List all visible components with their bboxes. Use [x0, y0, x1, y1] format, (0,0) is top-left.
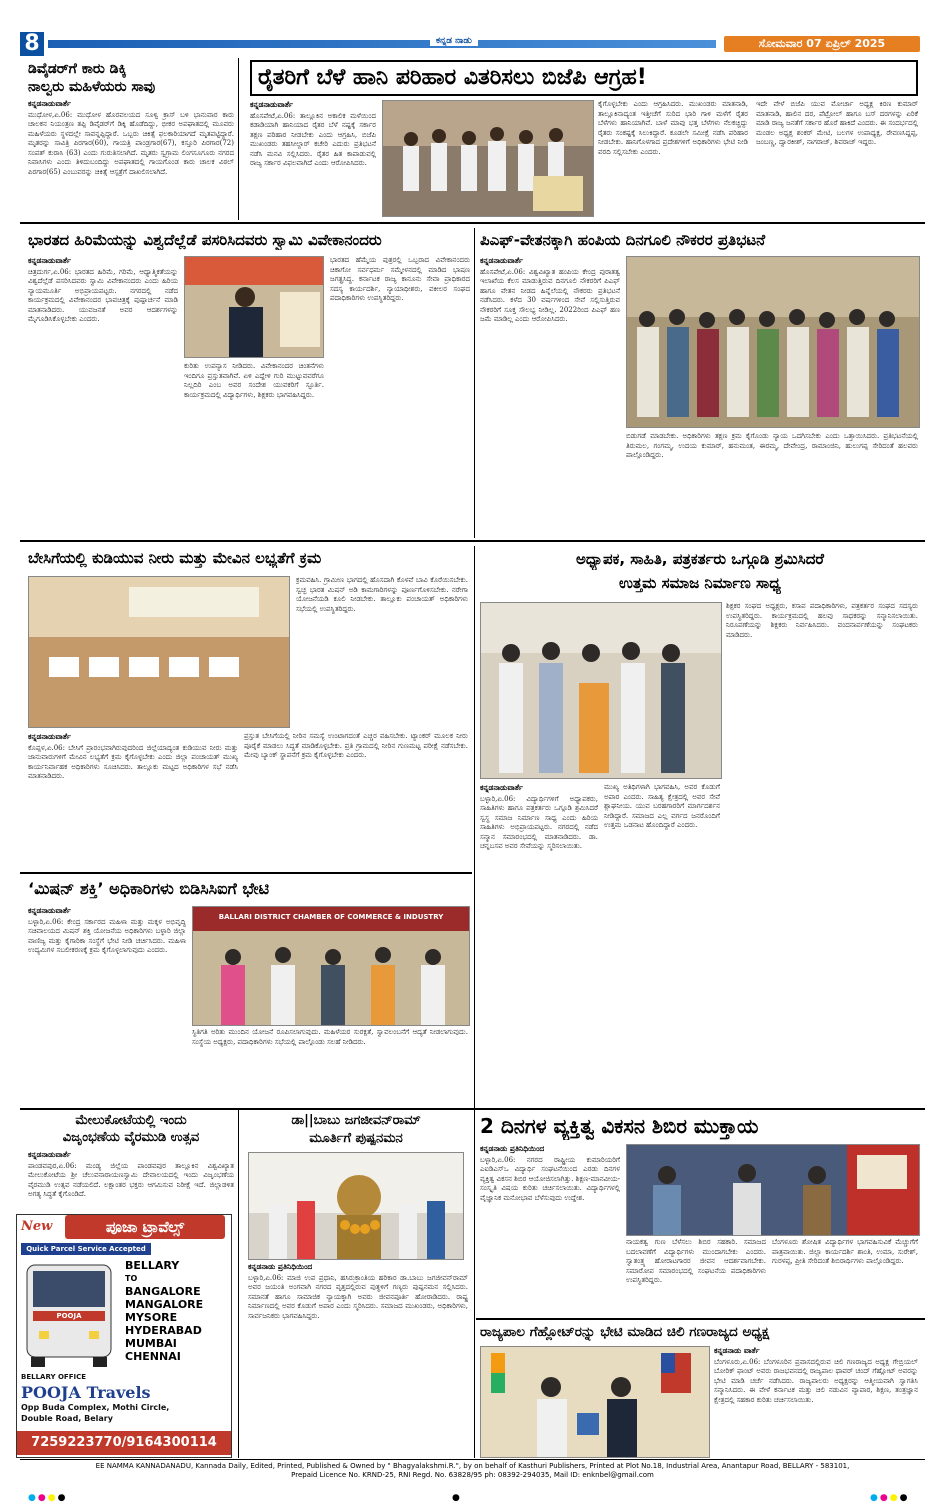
- dateline: ಕನ್ನಡನಾಡುವಾರ್ತೆ: [28, 256, 71, 265]
- column-rule: [238, 58, 239, 220]
- headline-melukote-1: ಮೇಲುಕೋಟೆಯಲ್ಲಿ ಇಂದು: [75, 1113, 187, 1128]
- headline-vivekananda: ಭಾರತದ ಹಿರಿಮೆಯನ್ನು ವಿಶ್ವದೆಲ್ಲೆಡೆ ಪಸರಿಸಿದವರು ಸ್ವಾಮಿ ವಿವೇಕಾನಂದರು: [28, 231, 382, 249]
- headline-pf-protest: ಪಿಎಫ್-ವೇತನಕ್ಕಾಗಿ ಹಂಪಿಯ ದಿನಗೂಲಿ ನೌಕರರ ಪ್ರತಿಭಟನೆ: [480, 231, 766, 249]
- section-rule: [20, 540, 925, 542]
- article-vivekananda-col1: [28, 256, 178, 536]
- footer-rule: [20, 1459, 925, 1460]
- column-rule: [238, 1110, 239, 1458]
- route-destination: CHENNAI: [125, 1350, 181, 1363]
- headline-drinking-water: ಬೇಸಿಗೆಯಲ್ಲಿ ಕುಡಿಯುವ ನೀರು ಮತ್ತು ಮೇವಿನ ಲಭ್ಯತೆಗೆ ಕ್ರಮ: [28, 549, 322, 567]
- headline-melukote-2: ವಿಜೃಂಭಣೆಯ ವೈರಮುಡಿ ಉತ್ಸವ: [62, 1130, 200, 1145]
- article-personality-col1: [480, 1144, 620, 1314]
- section-rule: [20, 222, 925, 224]
- route-destination: BANGALORE: [125, 1285, 201, 1298]
- article-body: ಬೆಂಗಳೂರು,ಏ.06: ಬೆಂಗಳೂರಿನ ಪ್ರವಾಸದಲ್ಲಿರುವ ಚಿಲಿ ಗಣರಾಜ್ಯದ ಅಧ್ಯಕ್ಷ ಗೇಬ್ರಿಯಲ್ ಬೋರಿಕ್ ಫಾಂಟ್ ಅವರು ರಾಜಭವನದಲ್ಲಿ ರಾಜ್ಯಪಾಲ ಥಾವರ್ ಚಂದ್ ಗೆಹ್ಲೋಟ್ ಅವರನ್ನು ಭೇಟಿ ಮಾಡಿ ಚರ್ಚೆ ನಡೆಸಿದರು. ರಾಜ್ಯಪಾಲರು ಅಧ್ಯಕ್ಷರನ್ನು ಆತ್ಮೀಯವಾಗಿ ಸ್ವಾಗತಿಸಿ ಸನ್ಮಾನಿಸಿದರು. ಈ ವೇಳೆ ಕರ್ನಾಟಕ ಮತ್ತು ಚಿಲಿ ನಡುವಿನ ವ್ಯಾಪಾರ, ಶಿಕ್ಷಣ, ತಂತ್ರಜ್ಞಾನ ಕ್ಷೇತ್ರದಲ್ಲಿ ಸಹಕಾರ ಕುರಿತು ಚರ್ಚಿಸಲಾಯಿತು.: [714, 1357, 918, 1404]
- headline-divider-accident-1: ಡಿವೈಡರ್‌ಗೆ ಕಾರು ಡಿಕ್ಕಿ: [28, 61, 127, 77]
- bus-illustration: [21, 1261, 117, 1369]
- dateline: ಕನ್ನಡನಾಡುವಾರ್ತೆ: [480, 783, 523, 792]
- print-registration-marks-right: ●●●●: [870, 1493, 910, 1503]
- article-melukote: [28, 1150, 234, 1210]
- article-farmers-col3: ಇದೇ ವೇಳೆ ಬಿಜೆಪಿ ಯುವ ಮೋರ್ಚಾ ಅಧ್ಯಕ್ಷ ಕಿರಣ ಕುಮಾರ್ ಮಾತನಾಡಿ, ಹಾಲಿನ ದರ, ಪೆಟ್ರೋಲ್ ಹಾಗೂ ಬಸ್ ದರಗಳನ್ನು ಏರಿಕೆ ಮಾಡಿ ರಾಜ್ಯ ಜನತೆಗೆ ಸರ್ಕಾರ ಹೊರೆ ಹಾಕಿದೆ ಎಂದರು. ಈ ಸಂದರ್ಭದಲ್ಲಿ ಮಂಡಲ ಅಧ್ಯಕ್ಷ ಶಂಕರ್ ಮೇಟಿ, ಬಲಗಳ ಉಪಾಧ್ಯಕ್ಷ, ರೇವಣಸಿದ್ದಪ್ಪ, ಜಂಬಣ್ಣ, ದ್ವಾರಕೀಶ್, ನಾಗರಾಜ್, ಶಿವರಾಜ್ ಇದ್ದರು.: [756, 100, 918, 146]
- article-vivekananda-col3: ಭಾರತದ ಹೆಮ್ಮೆಯ ಪುತ್ರರಲ್ಲಿ ಒಬ್ಬರಾದ ವಿವೇಕಾನಂದರು ಚಿಕಾಗೋ ಸರ್ವಧರ್ಮ ಸಮ್ಮೇಳನದಲ್ಲಿ ಮಾಡಿದ ಭಾಷಣ ಜಗತ್ಪ್ರಸಿದ್ಧ. ಕರ್ನಾಟಕ ರಾಜ್ಯ ಕಾನೂನು ಸೇವಾ ಪ್ರಾಧಿಕಾರದ ಸದಸ್ಯ ಕಾರ್ಯದರ್ಶಿ, ನ್ಯಾಯಾಧೀಶರು, ವಕೀಲರ ಸಂಘದ ಪದಾಧಿಕಾರಿಗಳು ಉಪಸ್ಥಿತರಿದ್ದರು.: [330, 256, 470, 302]
- statue-photo: [248, 1152, 464, 1260]
- article-personality-col3: ಬೆಂಗಳೂರು ಶೋಷಿತ ವಿದ್ಯಾರ್ಥಿಗಳ ಭಾಗವಹಿಸುವಿಕೆ ಮೆಚ್ಚುಗೆಗೆ ಪಾತ್ರವಾಯಿತು. ಜಿಲ್ಲಾ ಕಾರ್ಯದರ್ಶಿ ಶಾಂತಿ, ಉಮಾ, ಸುರೇಶ್, ಗುರಳಪ್ಪ, ಪ್ರೀತಿ ಸೇರಿದಂತೆ ಶಿಬಿರಾರ್ಥಿಗಳು ಪಾಲ್ಗೊಂಡಿದ್ದರು.: [772, 1238, 918, 1265]
- headline-teachers-2: ಉತ್ತಮ ಸಮಾಜ ನಿರ್ಮಾಣ ಸಾಧ್ಯ: [619, 574, 781, 592]
- article-body: ಬಳ್ಳಾರಿ,ಏ.06: ಮಾಜಿ ಉಪ ಪ್ರಧಾನಿ, ಹಸಿರುಕ್ರಾಂತಿಯ ಹರಿಕಾರ ಡಾ.ಬಾಬು ಜಗಜೀವನ್‌ರಾಮ್ ಅವರ ಜಯಂತಿ ಅಂಗವಾಗಿ ನಗರದ ವೃತ್ತದಲ್ಲಿರುವ ಪುತ್ಥಳಿಗೆ ಗಣ್ಯರು ಪುಷ್ಪನಮನ ಸಲ್ಲಿಸಿದರು. ಸಮಾನತೆ ಹಾಗೂ ಸಾಮಾಜಿಕ ನ್ಯಾಯಕ್ಕಾಗಿ ಅವರು ಜೀವನಪೂರ್ತಿ ಹೋರಾಡಿದರು. ರಾಷ್ಟ್ರ ನಿರ್ಮಾಣದಲ್ಲಿ ಅವರ ಕೊಡುಗೆ ಅಪಾರ ಎಂದು ಸ್ಮರಿಸಿದರು. ಸಮಾಜದ ಮುಖಂಡರು, ಅಧಿಕಾರಿಗಳು, ಸಾರ್ವಜನಿಕರು ಭಾಗವಹಿಸಿದ್ದರು.: [248, 1273, 468, 1320]
- dateline: ಕನ್ನಡನಾಡುವಾರ್ತೆ: [28, 99, 71, 108]
- headline-babu-jagjivan-1: ಡಾ||ಬಾಬು ಜಗಜೀವನ್‌ರಾಮ್: [291, 1113, 421, 1128]
- article-personality-col2: ನಾಯಕತ್ವ ಗುಣ ಬೆಳೆಸಲು ಶಿಬಿರ ಸಹಕಾರಿ. ಸಮಾಜದ ಬದಲಾವಣೆಗೆ ವಿದ್ಯಾರ್ಥಿಗಳು ಮುಂದಾಗಬೇಕು ಎಂದರು. ಸ್ವಾತಂತ್ರ್ಯ ಹೋರಾಟಗಾರರ ಜೀವನ ಆದರ್ಶವಾಗಬೇಕು. ಸಮಾರೋಪ ಸಮಾರಂಭದಲ್ಲಿ ಸಂಘಟನೆಯ ಪದಾಧಿಕಾರಿಗಳು ಉಪಸ್ಥಿತರಿದ್ದರು.: [626, 1238, 766, 1284]
- section-rule: [476, 1318, 925, 1320]
- article-farmers-col2: ಕೈಗೊಳ್ಳಬೇಕು ಎಂದು ಆಗ್ರಹಿಸಿದರು. ಮುಖಂಡರು ಮಾತನಾಡಿ, ತಾಲ್ಲೂಕಿನಾದ್ಯಂತ ಇತ್ತೀಚೆಗೆ ಸುರಿದ ಭಾರಿ ಗಾಳಿ ಮಳೆಗೆ ರೈತರ ಬೆಳೆಗಳು ಹಾನಿಯಾಗಿವೆ. ಬಾಳೆ ಮಾವು ಭತ್ತ ಬೆಳೆಗಳು ನೆಲಕಚ್ಚಿದ್ದು ರೈತರು ಸಂಕಷ್ಟಕ್ಕೆ ಸಿಲುಕಿದ್ದಾರೆ. ಕೂಡಲೇ ಸಮೀಕ್ಷೆ ನಡೆಸಿ ಪರಿಹಾರ ನೀಡಬೇಕು. ಹಾನಿಗೊಳಗಾದ ಪ್ರದೇಶಗಳಿಗೆ ಅಧಿಕಾರಿಗಳು ಭೇಟಿ ನೀಡಿ ವರದಿ ಸಲ್ಲಿಸಬೇಕು ಎಂದರು.: [598, 100, 748, 156]
- dateline: ಕನ್ನಡನಾಡು ಪ್ರತಿನಿಧಿಯಿಂದ: [480, 1144, 545, 1153]
- article-body: ಬಳ್ಳಾರಿ,ಏ.06: ವಿದ್ಯಾರ್ಥಿಗಳಿಗೆ ಅಧ್ಯಾಪಕರು, ಸಾಹಿತಿಗಳು ಹಾಗೂ ಪತ್ರಕರ್ತರು ಒಗ್ಗೂಡಿ ಶ್ರಮಿಸಿದರೆ ಸ್ವಸ್ಥ ಸಮಾಜ ನಿರ್ಮಾಣ ಸಾಧ್ಯ ಎಂದು ಹಿರಿಯ ಸಾಹಿತಿಗಳು ಅಭಿಪ್ರಾಯಪಟ್ಟರು. ನಗರದಲ್ಲಿ ನಡೆದ ಸನ್ಮಾನ ಸಮಾರಂಭದಲ್ಲಿ ಮಾತನಾಡಿದರು. ಡಾ. ಚನ್ನಬಸವ ಅವರ ಸೇವೆಯನ್ನು ಸ್ಮರಿಸಲಾಯಿತು.: [480, 794, 598, 850]
- ad-tagline: Quick Parcel Service Accepted: [21, 1243, 151, 1255]
- column-rule: [474, 546, 475, 1108]
- pooja-travels-ad: [16, 1214, 232, 1458]
- headline-personality: 2 ದಿನಗಳ ವ್ಯಕ್ತಿತ್ವ ವಿಕಸನ ಶಿಬಿರ ಮುಕ್ತಾಯ: [480, 1114, 759, 1138]
- print-registration-marks-left: ●●●●: [28, 1493, 68, 1503]
- page-number: 8: [20, 32, 44, 56]
- footer-imprint: EE NAMMA KANNADANADU, Kannada Daily, Edited, Printed, Published & Owned by " Bhagyalakshmi.R.", by on behalf of Kasthuri Publishers, Printed at Plot No.18, Industrial Area, Anantapur Road, BELLARY - 583101,: [95, 1462, 850, 1470]
- article-mission-shakti-col1: [28, 906, 186, 1104]
- article-teachers-col3: ಶಿಕ್ಷಕರ ಸಂಘದ ಅಧ್ಯಕ್ಷರು, ಕಸಾಪ ಪದಾಧಿಕಾರಿಗಳು, ಪತ್ರಕರ್ತರ ಸಂಘದ ಸದಸ್ಯರು ಉಪಸ್ಥಿತರಿದ್ದರು. ಕಾರ್ಯಕ್ರಮದಲ್ಲಿ ಹಲವು ಸಾಧಕರನ್ನು ಸನ್ಮಾನಿಸಲಾಯಿತು. ನಿರೂಪಣೆಯನ್ನು ಶಿಕ್ಷಕರು ನಿರ್ವಹಿಸಿದರು. ವಂದನಾರ್ಪಣೆಯನ್ನು ಸಂಘಟಕರು ಮಾಡಿದರು.: [726, 602, 918, 639]
- article-body: ಚಿತ್ರದುರ್ಗ,ಏ.06: ಭಾರತದ ಹಿರಿಮೆ, ಗರಿಮೆ, ಆಧ್ಯಾತ್ಮಿಕತೆಯನ್ನು ವಿಶ್ವದೆಲ್ಲೆಡೆ ಪಸರಿಸಿದವರು ಸ್ವಾಮಿ ವಿವೇಕಾನಂದರು ಎಂದು ಹಿರಿಯ ನ್ಯಾಯಮೂರ್ತಿ ಅಭಿಪ್ರಾಯಪಟ್ಟರು. ನಗರದಲ್ಲಿ ನಡೆದ ಕಾರ್ಯಕ್ರಮದಲ್ಲಿ ವಿವೇಕಾನಂದರ ಭಾವಚಿತ್ರಕ್ಕೆ ಪುಷ್ಪಾರ್ಚನೆ ಮಾಡಿ ಮಾತನಾಡಿದರು. ಯುವಜನತೆ ಅವರ ಆದರ್ಶಗಳನ್ನು ಮೈಗೂಡಿಸಿಕೊಳ್ಳಬೇಕು ಎಂದರು.: [28, 267, 178, 323]
- ad-new-badge: New: [21, 1219, 53, 1234]
- route-destination: MANGALORE: [125, 1298, 204, 1311]
- article-body: ಹೊಸಪೇಟೆ,ಏ.06: ತಾಲ್ಲೂಕಿನ ಅಕಾಲಿಕ ಮಳೆಯಿಂದ ಕಡಾಡಿಯಾಗಿ ಹಾನಿಯಾದ ರೈತರ ಬೆಳೆ ನಷ್ಟಕ್ಕೆ ಸರ್ಕಾರ ತಕ್ಷಣ ಪರಿಹಾರ ನೀಡಬೇಕು ಎಂದು ಆಗ್ರಹಿಸಿ, ಬಿಜೆಪಿ ಮುಖಂಡರು ತಹಸೀಲ್ದಾರ್ ಕಚೇರಿ ಎದುರು ಪ್ರತಿಭಟನೆ ನಡೆಸಿ ಮನವಿ ಸಲ್ಲಿಸಿದರು. ರೈತರ ಹಿತ ಕಾಪಾಡುವಲ್ಲಿ ರಾಜ್ಯ ಸರ್ಕಾರ ವಿಫಲವಾಗಿದೆ ಎಂದು ಆರೋಪಿಸಿದರು.: [250, 111, 376, 167]
- footer-licence: Prepaid Licence No. KRND-25, RNI Regd. No. 63828/95 ph: 08392-294035, Mail ID: enknbel@gmail.com: [291, 1471, 654, 1479]
- dateline: ಕನ್ನಡನಾಡುವಾರ್ತೆ: [480, 256, 523, 265]
- dateline: ಕನ್ನಡನಾಡುವಾರ್ತೆ: [28, 906, 71, 915]
- article-body: ಮುಧೋಳ,ಏ.06: ಮುಧೋಳ ಹೊರವಲಯದ ಸೂಳ್ವಿ ಕ್ರಾಸ್ ಬಳಿ ಭಾನುವಾರ ಕಾರು ಚಾಲಕನ ನಿಯಂತ್ರಣ ತಪ್ಪಿ ಡಿವೈಡರ್‌ಗೆ ಡಿಕ್ಕಿ ಹೊಡೆದಿದ್ದು, ಭೀಕರ ಅಪಘಾತದಲ್ಲಿ ಮೂವರು ಮಹಿಳೆಯರು ಸ್ಥಳದಲ್ಲೇ ಸಾವನ್ನಪ್ಪಿದ್ದಾರೆ. ಒಬ್ಬರು ಚಿಕಿತ್ಸೆ ಫಲಕಾರಿಯಾಗದೆ ಮೃತಪಟ್ಟಿದ್ದಾರೆ. ಮೃತರನ್ನು ಸಾವಿತ್ರಿ ಪಿರಗಾರ(60), ಗಾಯತ್ರಿ ಪಾಂಡ್ರಗಾರ(67), ಕಸ್ತೂರಿ ಪಿರಗಾರ(72) ಸಂಪತ್ ಕುರಾಸಿ (63) ಎಂದು ಗುರುತಿಸಲಾಗಿದೆ. ಮೃತರು ಸ್ವಗ್ರಾಮ ಲಿಂಗಸೂಗೂರು ನಗರದ ನಿವಾಸಿಗಳು ಎಂದು ತಿಳಿದುಬಂದಿದ್ದು ಅಪಘಾತದಲ್ಲಿ ಗಾಯಗೊಂಡ ಕಾರು ಚಾಲಕ ವಿಠಲ್ ಪಿರಗಾರ(65) ಎಂಬುವರನ್ನು ಚಿಕಿತ್ಸೆ ಆಸ್ಪತ್ರೆಗೆ ದಾಖಲಿಸಲಾಗಿದೆ.: [28, 110, 234, 176]
- route-to: TO: [125, 1274, 138, 1283]
- article-pf-protest-col2: ಬಿಡುಗಡೆ ಮಾಡಬೇಕು. ಅಧಿಕಾರಿಗಳು ತಕ್ಷಣ ಕ್ರಮ ಕೈಗೊಂಡು ನ್ಯಾಯ ಒದಗಿಸಬೇಕು ಎಂದು ಒತ್ತಾಯಿಸಿದರು. ಪ್ರತಿಭಟನೆಯಲ್ಲಿ ತಿರುಮಲ, ಗಂಗಮ್ಮ, ಉದಯ ಕುಮಾರ್, ಹನುಮಂತ, ಈರಮ್ಮ, ದೇವೇಂದ್ರ, ರಾಮಾಂಜಿನಿ, ಹುಲುಗಪ್ಪ ಸೇರಿದಂತೆ ಹಲವರು ಪಾಲ್ಗೊಂಡಿದ್ದರು.: [626, 432, 918, 459]
- headline-chile: ರಾಜ್ಯಪಾಲ ಗೆಹ್ಲೋಟ್‌ರನ್ನು ಭೇಟಿ ಮಾಡಿದ ಚಿಲಿ ಗಣರಾಜ್ಯದ ಅಧ್ಯಕ್ಷ: [480, 1324, 770, 1340]
- photo-banner-text: BALLARI DISTRICT CHAMBER OF COMMERCE & INDUSTRY: [218, 913, 444, 921]
- article-body: ಕೊಪ್ಪಳ,ಏ.06: ಬೇಸಿಗೆ ಪ್ರಾರಂಭವಾಗಿರುವುದರಿಂದ ಜಿಲ್ಲೆಯಾದ್ಯಂತ ಕುಡಿಯುವ ನೀರು ಮತ್ತು ಜಾನುವಾರುಗಳಿಗೆ ಮೇವಿನ ಲಭ್ಯತೆಗೆ ಕ್ರಮ ಕೈಗೊಳ್ಳಬೇಕು ಎಂದು ಜಿಲ್ಲಾ ಪಂಚಾಯತ್ ಮುಖ್ಯ ಕಾರ್ಯನಿರ್ವಾಹಕ ಅಧಿಕಾರಿಗಳು ಸೂಚಿಸಿದರು. ತಾಲ್ಲೂಕು ಮಟ್ಟದ ಅಧಿಕಾರಿಗಳ ಸಭೆ ನಡೆಸಿ ಮಾತನಾಡಿದರು.: [28, 743, 238, 780]
- personality-camp-photo: [626, 1144, 920, 1236]
- article-vivekananda-col2: ಕುರಿತು ಉಪನ್ಯಾಸ ನೀಡಿದರು. ವಿವೇಕಾನಂದರ ಚಿಂತನೆಗಳು ಇಂದಿಗೂ ಪ್ರಸ್ತುತವಾಗಿವೆ. ಏಳಿ ಎದ್ದೇಳಿ ಗುರಿ ಮುಟ್ಟುವವರೆಗೂ ನಿಲ್ಲದಿರಿ ಎಂಬ ಅವರ ಸಂದೇಶ ಯುವಕರಿಗೆ ಸ್ಫೂರ್ತಿ. ಕಾರ್ಯಕ್ರಮದಲ್ಲಿ ವಿದ್ಯಾರ್ಥಿಗಳು, ಶಿಕ್ಷಕರು ಭಾಗವಹಿಸಿದ್ದರು.: [184, 362, 324, 399]
- route-destination: HYDERABAD: [125, 1324, 202, 1337]
- article-teachers-col2: ಮುಖ್ಯ ಅತಿಥಿಗಳಾಗಿ ಭಾಗವಹಿಸಿ, ಅವರ ಕೊಡುಗೆ ಅಪಾರ ಎಂದರು. ಸಾಹಿತ್ಯ ಕ್ಷೇತ್ರದಲ್ಲಿ ಅವರ ಸೇವೆ ಶ್ಲಾಘನೀಯ. ಯುವ ಬರಹಗಾರರಿಗೆ ಮಾರ್ಗದರ್ಶನ ನೀಡಿದ್ದಾರೆ. ಸಮಾಜದ ಎಲ್ಲ ವರ್ಗದ ಜನರೊಂದಿಗೆ ಉತ್ತಮ ಒಡನಾಟ ಹೊಂದಿದ್ದಾರೆ ಎಂದರು.: [604, 783, 720, 829]
- ad-address-2: Double Road, Belary: [21, 1414, 113, 1423]
- ad-routes: [125, 1259, 229, 1363]
- ad-phone: 7259223770/9164300114: [17, 1431, 231, 1455]
- article-mission-shakti-col2: ಸ್ಥಿತಿಗತಿ ಅರಿತು ಮುಂದಿನ ಯೋಜನೆ ರೂಪಿಸಲಾಗುವುದು. ಮಹಿಳೆಯರ ಸುರಕ್ಷತೆ, ಸ್ವಾವಲಂಬನೆಗೆ ಆದ್ಯತೆ ನೀಡಲಾಗುವುದು. ಸಂಸ್ಥೆಯ ಅಧ್ಯಕ್ಷರು, ಪದಾಧಿಕಾರಿಗಳು ಸಭೆಯಲ್ಲಿ ಪಾಲ್ಗೊಂಡು ಸಲಹೆ ನೀಡಿದರು.: [192, 1028, 468, 1046]
- headline-divider-accident-2: ನಾಲ್ವರು ಮಹಿಳೆಯರು ಸಾವು: [28, 79, 156, 95]
- article-body: ಹೊಸಪೇಟೆ,ಏ.06: ವಿಶ್ವವಿಖ್ಯಾತ ಹಂಪಿಯ ಕೇಂದ್ರ ಪುರಾತತ್ವ ಇಲಾಖೆಯ ಕೆಲಸ ಮಾಡುತ್ತಿರುವ ದಿನಗೂಲಿ ನೌಕರರಿಗೆ ಪಿಎಫ್ ಹಾಗೂ ವೇತನ ನೀಡದ ಹಿನ್ನೆಲೆಯಲ್ಲಿ ನೌಕರರು ಪ್ರತಿಭಟನೆ ನಡೆಸಿದರು. ಕಳೆದ 30 ವರ್ಷಗಳಿಂದ ಸೇವೆ ಸಲ್ಲಿಸುತ್ತಿರುವ ನೌಕರರಿಗೆ ಸೂಕ್ತ ಸೌಲಭ್ಯ ನೀಡಿಲ್ಲ. 2022ರಿಂದ ಪಿಎಫ್ ಹಣ ಜಮೆ ಮಾಡಿಲ್ಲ ಎಂದು ಆರೋಪಿಸಿದರು.: [480, 267, 620, 323]
- governor-meeting-photo: [480, 1346, 710, 1458]
- article-chile: [714, 1346, 918, 1456]
- article-body: ಬಳ್ಳಾರಿ,ಏ.06: ನಗರದ ರಾಷ್ಟ್ರೀಯ ಕುಮಾರಿಯರಿಗೆ ಎಐಡಿಎಸ್‌ಒ ವಿದ್ಯಾರ್ಥಿ ಸಂಘಟನೆಯಿಂದ ಎರಡು ದಿನಗಳ ವ್ಯಕ್ತಿತ್ವ ವಿಕಸನ ಶಿಬಿರ ಆಯೋಜಿಸಲಾಗಿತ್ತು. ಶಿಕ್ಷಣ-ಮಾನವೀಯ-ಸಂಸ್ಕೃತಿ ವಿಷಯ ಕುರಿತು ಚರ್ಚಿಸಲಾಯಿತು. ವಿದ್ಯಾರ್ಥಿಗಳಲ್ಲಿ ವೈಜ್ಞಾನಿಕ ಮನೋಭಾವ ಬೆಳೆಸುವುದು ಉದ್ದೇಶ.: [480, 1155, 620, 1202]
- bus-label: POOJA: [56, 1312, 82, 1320]
- headline-farmers: ರೈತರಿಗೆ ಬೆಳೆ ಹಾನಿ ಪರಿಹಾರ ವಿತರಿಸಲು ಬಿಜೆಪಿ ಆಗ್ರಹ!: [250, 60, 918, 96]
- print-registration-mark-center: ●: [452, 1493, 462, 1503]
- article-drinking-water-col2: ಪ್ರಸ್ತುತ ಬೇಸಿಗೆಯಲ್ಲಿ ನೀರಿನ ಸಮಸ್ಯೆ ಉಂಟಾಗದಂತೆ ಎಚ್ಚರ ವಹಿಸಬೇಕು. ಟ್ಯಾಂಕರ್ ಮೂಲಕ ನೀರು ಪೂರೈಕೆ ಮಾಡಲು ಸಿದ್ಧತೆ ಮಾಡಿಕೊಳ್ಳಬೇಕು. ಪ್ರತಿ ಗ್ರಾಮದಲ್ಲಿ ನೀರಿನ ಗುಣಮಟ್ಟ ಪರೀಕ್ಷೆ ನಡೆಸಬೇಕು. ಮೇವು ಬ್ಯಾಂಕ್ ಸ್ಥಾಪನೆಗೆ ಕ್ರಮ ಕೈಗೊಳ್ಳಬೇಕು ಎಂದರು.: [244, 732, 468, 759]
- route-destination: MYSORE: [125, 1311, 178, 1324]
- headline-teachers-1: ಅಧ್ಯಾಪಕ, ಸಾಹಿತಿ, ಪತ್ರಕರ್ತರು ಒಗ್ಗೂಡಿ ಶ್ರಮಿಸಿದರೆ: [576, 550, 824, 568]
- section-rule: [20, 1108, 925, 1110]
- section-rule: [20, 872, 472, 874]
- ad-name: POOJA Travels: [21, 1383, 151, 1402]
- article-body: ಪಾಂಡವಪುರ,ಏ.06: ಮಂಡ್ಯ ಜಿಲ್ಲೆಯ ಪಾಂಡವಪುರ ತಾಲ್ಲೂಕಿನ ವಿಶ್ವವಿಖ್ಯಾತ ಮೇಲುಕೋಟೆಯ ಶ್ರೀ ಚೆಲುವನಾರಾಯಣಸ್ವಾಮಿ ದೇವಾಲಯದಲ್ಲಿ ಇಂದು ವಿಜೃಂಭಣೆಯ ವೈರಮುಡಿ ಉತ್ಸವ ನಡೆಯಲಿದೆ. ಲಕ್ಷಾಂತರ ಭಕ್ತರು ಆಗಮಿಸುವ ನಿರೀಕ್ಷೆ ಇದೆ. ಜಿಲ್ಲಾಡಳಿತ ಅಗತ್ಯ ಸಿದ್ಧತೆ ಕೈಗೊಂಡಿದೆ.: [28, 1161, 234, 1198]
- article-drinking-water-col1: [28, 732, 238, 868]
- pf-protest-photo: [626, 256, 920, 428]
- ad-brand-kannada: ಪೂಜಾ ಟ್ರಾವೆಲ್ಸ್: [65, 1215, 225, 1239]
- article-farmers-col1: [250, 100, 376, 218]
- column-rule: [474, 1110, 475, 1458]
- issue-date: ಸೋಮವಾರ 07 ಏಪ್ರಿಲ್ 2025: [724, 36, 920, 52]
- farmers-protest-photo: [382, 100, 594, 217]
- dateline: ಕನ್ನಡನಾಡುವಾರ್ತೆ: [28, 732, 71, 741]
- article-babu-jagjivan: [248, 1262, 468, 1458]
- article-body: ಬಳ್ಳಾರಿ,ಏ.06: ಕೇಂದ್ರ ಸರ್ಕಾರದ ಮಹಿಳಾ ಮತ್ತು ಮಕ್ಕಳ ಅಭಿವೃದ್ಧಿ ಸಚಿವಾಲಯದ ಮಿಷನ್ ಶಕ್ತಿ ಯೋಜನೆಯ ಅಧಿಕಾರಿಗಳು ಬಳ್ಳಾರಿ ಜಿಲ್ಲಾ ವಾಣಿಜ್ಯ ಮತ್ತು ಕೈಗಾರಿಕಾ ಸಂಸ್ಥೆಗೆ ಭೇಟಿ ನೀಡಿ ಚರ್ಚಿಸಿದರು. ಮಹಿಳಾ ಉದ್ಯಮಿಗಳ ಸಬಲೀಕರಣಕ್ಕೆ ಕ್ರಮ ಕೈಗೊಳ್ಳಲಾಗುವುದು ಎಂದರು.: [28, 917, 186, 954]
- dateline: ಕನ್ನಡನಾಡುವಾರ್ತೆ: [28, 1150, 71, 1159]
- route-destination: MUMBAI: [125, 1337, 177, 1350]
- dateline: ಕನ್ನಡನಾಡುವಾರ್ತೆ: [250, 100, 293, 109]
- route-origin: BELLARY: [125, 1259, 180, 1272]
- footer: [20, 1462, 925, 1480]
- dateline: ಕನ್ನಡನಾಡು ವಾರ್ತೆ: [714, 1346, 760, 1355]
- column-rule: [474, 228, 475, 538]
- dateline: ಕನ್ನಡನಾಡು ಪ್ರತಿನಿಧಿಯಿಂದ: [248, 1262, 313, 1271]
- article-divider-accident: [28, 99, 234, 217]
- headline-babu-jagjivan-2: ಮೂರ್ತಿಗೆ ಪುಷ್ಪನಮನ: [309, 1131, 403, 1146]
- water-meeting-photo: [28, 576, 290, 728]
- article-teachers-col1: [480, 783, 598, 1103]
- article-drinking-water-col3: ಕ್ರಮವಹಿಸಿ. ಗ್ರಾಮೀಣ ಭಾಗದಲ್ಲಿ ಹೊಸದಾಗಿ ಕೊಳವೆ ಬಾವಿ ಕೊರೆಯಿಸಬೇಕು. ಸ್ವಚ್ಛ ಭಾರತ ಮಿಷನ್ ಅಡಿ ಕಾಮಗಾರಿಗಳನ್ನು ಪೂರ್ಣಗೊಳಿಸಬೇಕು. ನರೇಗಾ ಯೋಜನೆಯಡಿ ಕೂಲಿ ನೀಡಬೇಕು. ತಾಲ್ಲೂಕು ಪಂಚಾಯತ್ ಅಧಿಕಾರಿಗಳು ಸಭೆಯಲ್ಲಿ ಉಪಸ್ಥಿತರಿದ್ದರು.: [296, 576, 468, 613]
- teachers-felicitation-photo: [480, 602, 722, 779]
- masthead-bar: [48, 40, 716, 48]
- ad-office: BELLARY OFFICE: [21, 1373, 87, 1381]
- ad-address-1: Opp Buda Complex, Mothi Circle,: [21, 1403, 170, 1412]
- brand-name: ಕನ್ನಡ ನಾಡು: [430, 36, 478, 46]
- mission-shakti-photo: [192, 906, 470, 1026]
- vivekananda-event-photo: [184, 256, 324, 358]
- article-pf-protest-col1: [480, 256, 620, 536]
- headline-mission-shakti: ‘ಮಿಷನ್ ಶಕ್ತಿ’ ಅಧಿಕಾರಿಗಳು ಬಿಡಿಸಿಸಿಐಗೆ ಭೇಟಿ: [28, 879, 270, 898]
